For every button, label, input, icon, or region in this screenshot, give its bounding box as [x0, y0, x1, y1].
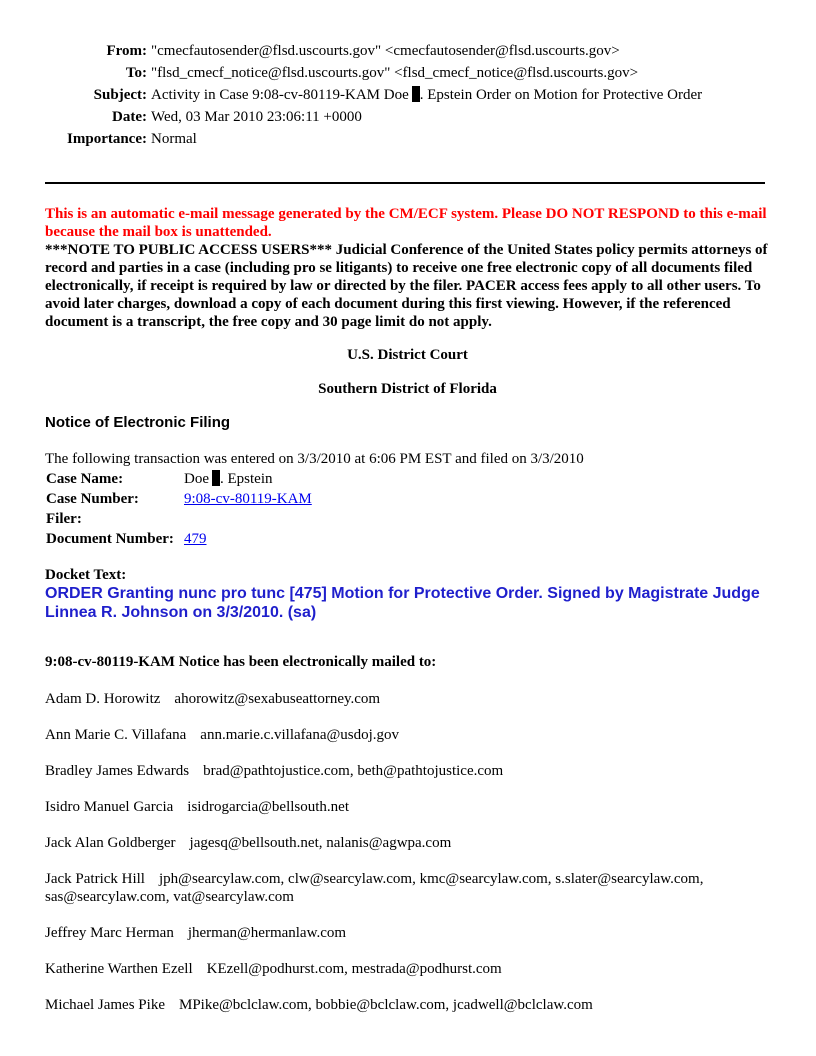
header-divider	[45, 182, 765, 184]
recipient-name: Isidro Manuel Garcia	[45, 799, 174, 815]
date-value: Wed, 03 Mar 2010 23:06:11 +0000	[151, 109, 362, 125]
subject-row	[45, 84, 702, 106]
to-label: To:	[125, 65, 147, 81]
public-access-note: ***NOTE TO PUBLIC ACCESS USERS*** Judicial Conference of the United States policy permits attorneys of record and parties in a case (including pro se litigants) to receive one free electronic copy of all documents filed electronically, if receipt is required by law or directed by the filer. PACER access fees apply to all other users. To avoid later charges, download a copy of each document during this first viewing. However, if the referenced document is a transcript, the free copy and 30 page limit do not apply.	[45, 242, 768, 330]
redaction-box	[212, 470, 220, 486]
date-label: Date:	[112, 109, 147, 125]
case-name-start: Doe	[184, 471, 209, 487]
court-district: Southern District of Florida	[318, 381, 497, 397]
case-number-link[interactable]: 9:08-cv-80119-KAM	[184, 491, 312, 507]
recipient-row	[45, 996, 770, 1014]
email-header	[45, 40, 702, 150]
recipient-row	[45, 924, 770, 942]
case-number-row	[46, 489, 312, 509]
recipient-row	[45, 726, 770, 744]
case-number-label: Case Number:	[46, 491, 139, 507]
recipient-name: Jack Alan Goldberger	[45, 835, 176, 851]
recipient-row	[45, 870, 770, 906]
date-row	[45, 106, 702, 128]
from-label: From:	[106, 43, 147, 59]
recipient-emails: isidrogarcia@bellsouth.net	[187, 799, 349, 815]
importance-value: Normal	[151, 131, 197, 147]
document-number-link[interactable]: 479	[184, 531, 207, 547]
auto-message-warning: This is an automatic e-mail message generated by the CM/ECF system. Please DO NOT RESPOND to this e-mail because the mail box is unattended.	[45, 206, 767, 240]
document-number-label: Document Number:	[46, 531, 174, 547]
subject-text-end: . Epstein Order on Motion for Protective Order	[419, 87, 703, 103]
to-value: "flsd_cmecf_notice@flsd.uscourts.gov" <flsd_cmecf_notice@flsd.uscourts.gov>	[151, 65, 639, 81]
recipient-name: Jack Patrick Hill	[45, 871, 145, 887]
recipient-name: Ann Marie C. Villafana	[45, 727, 187, 743]
recipient-name: Adam D. Horowitz	[45, 691, 161, 707]
recipient-emails: jagesq@bellsouth.net, nalanis@agwpa.com	[189, 835, 452, 851]
recipient-row	[45, 798, 770, 816]
recipient-name: Michael James Pike	[45, 997, 165, 1013]
mailed-to-heading: 9:08-cv-80119-KAM Notice has been electronically mailed to:	[45, 654, 437, 670]
importance-row	[45, 128, 702, 150]
subject-label: Subject:	[93, 87, 147, 103]
recipient-name: Katherine Warthen Ezell	[45, 961, 193, 977]
case-info	[46, 469, 312, 549]
recipient-emails: ann.marie.c.villafana@usdoj.gov	[200, 727, 400, 743]
from-value: "cmecfautosender@flsd.uscourts.gov" <cmecfautosender@flsd.uscourts.gov>	[151, 43, 620, 59]
recipient-emails: MPike@bclclaw.com, bobbie@bclclaw.com, jcadwell@bclclaw.com	[178, 997, 593, 1013]
court-name: U.S. District Court	[347, 347, 468, 363]
subject-value	[151, 84, 702, 106]
recipient-name: Bradley James Edwards	[45, 763, 190, 779]
nef-title: Notice of Electronic Filing	[45, 414, 231, 431]
recipient-name: Jeffrey Marc Herman	[45, 925, 174, 941]
recipient-row	[45, 834, 770, 852]
recipient-emails: ahorowitz@sexabuseattorney.com	[174, 691, 381, 707]
docket-text-label: Docket Text:	[45, 567, 127, 583]
recipient-row	[45, 762, 770, 780]
recipient-row	[45, 960, 770, 978]
docket-text: ORDER Granting nunc pro tunc [475] Motion for Protective Order. Signed by Magistrate Judge Linnea R. Johnson on 3/3/2010. (sa)	[45, 585, 760, 621]
to-row	[45, 62, 702, 84]
transaction-text: The following transaction was entered on 3/3/2010 at 6:06 PM EST and filed on 3/3/2010	[45, 451, 584, 467]
case-name-label: Case Name:	[46, 471, 124, 487]
filer-label: Filer:	[46, 511, 82, 527]
filer-value	[184, 509, 312, 529]
redaction-box	[412, 86, 420, 102]
recipient-row	[45, 690, 770, 708]
recipient-emails: jph@searcylaw.com, clw@searcylaw.com, kmc@searcylaw.com, s.slater@searcylaw.com, sas@searcylaw.com, vat@searcylaw.com	[45, 871, 704, 905]
subject-text-start: Activity in Case 9:08-cv-80119-KAM Doe	[151, 87, 409, 103]
importance-label: Importance:	[67, 131, 147, 147]
filer-row	[46, 509, 312, 529]
case-name-end: . Epstein	[220, 471, 273, 487]
case-name-row	[46, 469, 312, 489]
from-row	[45, 40, 702, 62]
recipient-emails: KEzell@podhurst.com, mestrada@podhurst.com	[206, 961, 502, 977]
document-number-row	[46, 529, 312, 549]
case-name-value	[184, 469, 312, 489]
recipient-emails: jherman@hermanlaw.com	[187, 925, 347, 941]
recipient-emails: brad@pathtojustice.com, beth@pathtojustice.com	[203, 763, 504, 779]
